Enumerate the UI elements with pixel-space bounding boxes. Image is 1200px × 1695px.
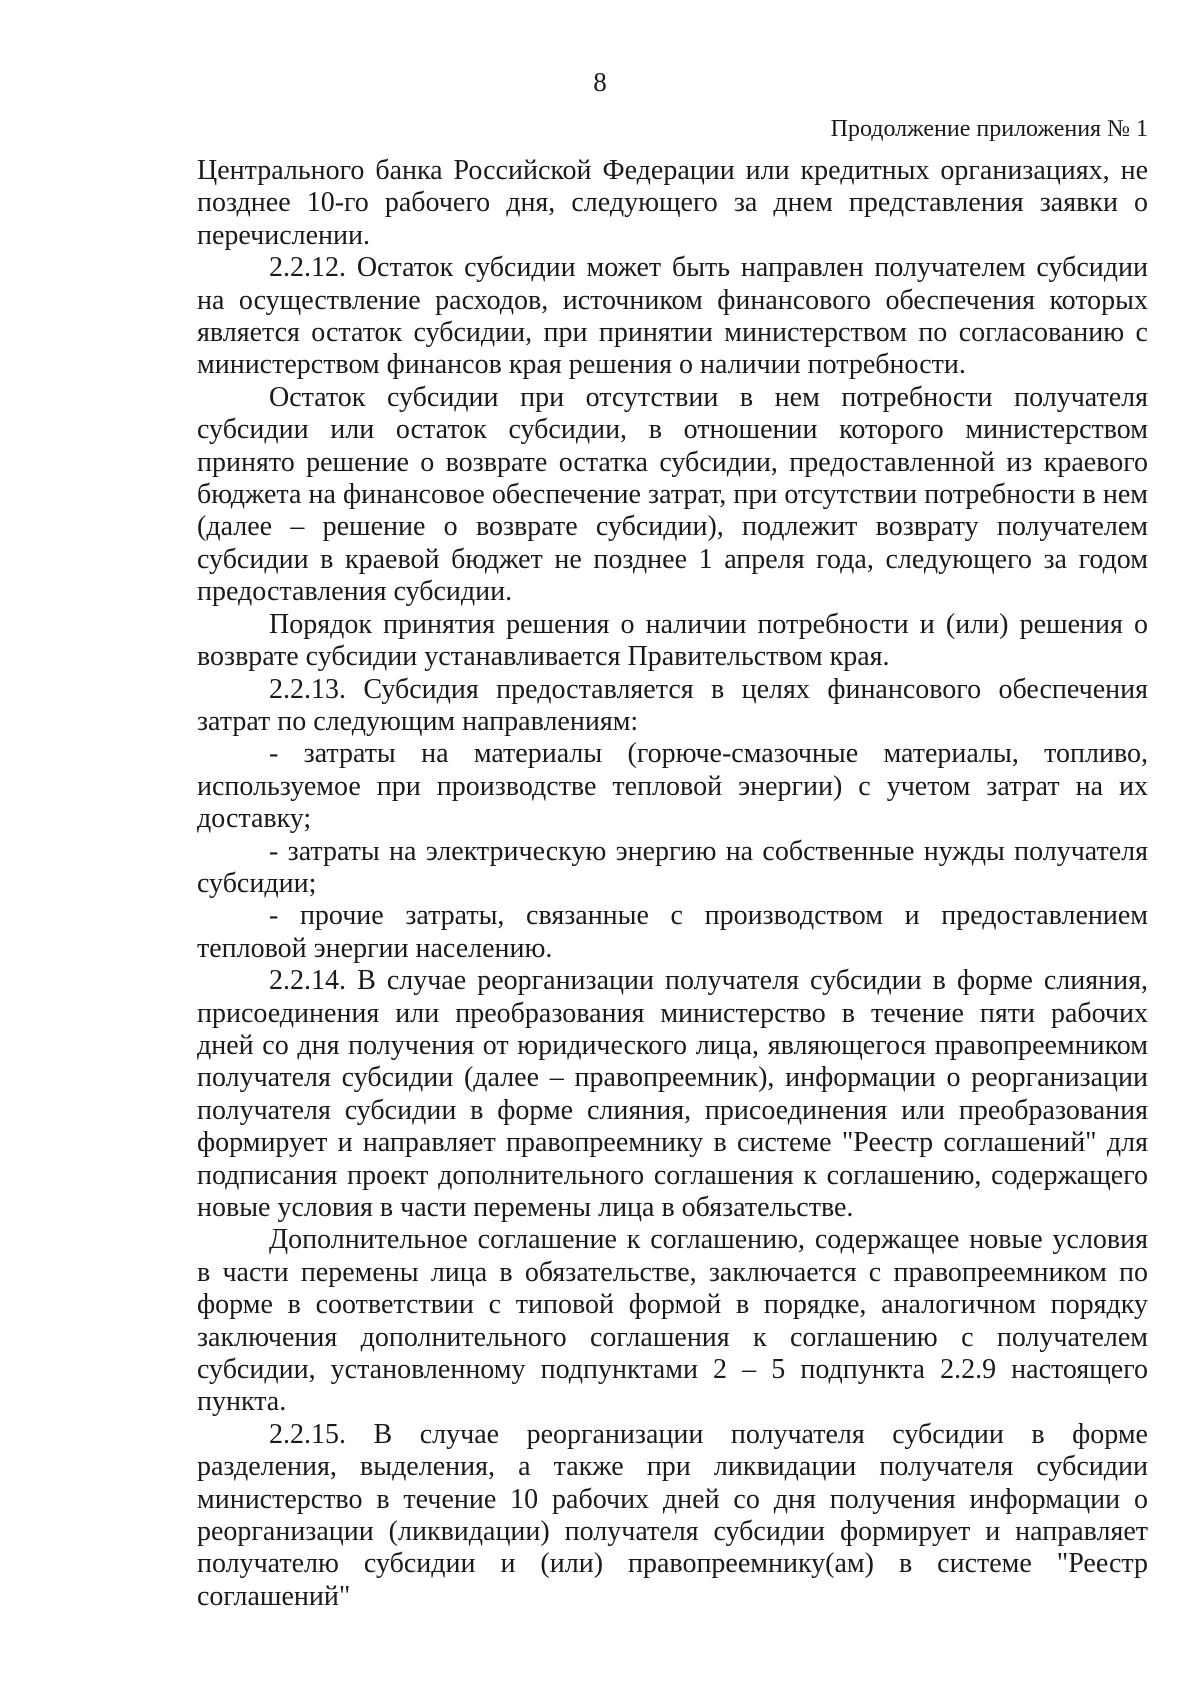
page-number: 8 — [593, 67, 607, 97]
paragraph-decision-procedure: Порядок принятия решения о наличии потребности и (или) решения о возврате субсидии устанавливается Правительством края. — [197, 608, 1148, 673]
paragraph-additional-agreement: Дополнительное соглашение к соглашению, содержащее новые условия в части перемены лица в обязательстве, заключается с правопреемником по форме в соответствии с типовой формой в порядке, аналогичном порядку заключения дополнительного соглашения к соглашению с получателем субсидии, установленному подпунктами 2 – 5 подпункта 2.2.9 настоящего пункта. — [197, 1224, 1148, 1418]
paragraph-subsidy-remainder: Остаток субсидии при отсутствии в нем потребности получателя субсидии или остаток субсидии, в отношении которого министерством принято решение о возврате остатка субсидии, предоставленной из краевого бюджета на финансовое обеспечение затрат, при отсутствии потребности в нем (далее – решение о возврате субсидии), подлежит возврату получателем субсидии в краевой бюджет не позднее 1 апреля года, следующего за годом предоставления субсидии. — [197, 381, 1148, 608]
list-item-materials: - затраты на материалы (горюче-смазочные материалы, топливо, используемое при производстве тепловой энергии) с учетом затрат на их доставку; — [197, 738, 1148, 835]
list-item-other-costs: - прочие затраты, связанные с производством и предоставлением тепловой энергии населению. — [197, 900, 1148, 964]
document-body — [197, 155, 1148, 1613]
paragraph-2-2-15: 2.2.15. В случае реорганизации получателя субсидии в форме разделения, выделения, а также при ликвидации получателя субсидии министерство в течение 10 рабочих дней со дня получения информации о реорганизации (ликвидации) получателя субсидии формирует и направляет получателю субсидии и (или) правопреемнику(ам) в системе "Реестр соглашений" — [197, 1418, 1148, 1612]
paragraph-continuation: Центрального банка Российской Федерации или кредитных организациях, не позднее 10-го рабочего дня, следующего за днем представления заявки о перечислении. — [197, 155, 1148, 251]
paragraph-2-2-13: 2.2.13. Субсидия предоставляется в целях финансового обеспечения затрат по следующим направлениям: — [197, 673, 1148, 737]
annex-continuation-header: Продолжение приложения № 1 — [830, 116, 1148, 142]
paragraph-2-2-14: 2.2.14. В случае реорганизации получателя субсидии в форме слияния, присоединения или преобразования министерство в течение пяти рабочих дней со дня получения от юридического лица, являющегося правопреемником получателя субсидии (далее – правопреемник), информации о реорганизации получателя субсидии в форме слияния, присоединения или преобразования формирует и направляет правопреемнику в системе "Реестр соглашений" для подписания проект дополнительного соглашения к соглашению, содержащего новые условия в части перемены лица в обязательстве. — [197, 965, 1148, 1223]
paragraph-2-2-12: 2.2.12. Остаток субсидии может быть направлен получателем субсидии на осуществление расходов, источником финансового обеспечения которых является остаток субсидии, при принятии министерством по согласованию с министерством финансов края решения о наличии потребности. — [197, 252, 1148, 381]
list-item-electricity: - затраты на электрическую энергию на собственные нужды получателя субсидии; — [197, 835, 1148, 899]
